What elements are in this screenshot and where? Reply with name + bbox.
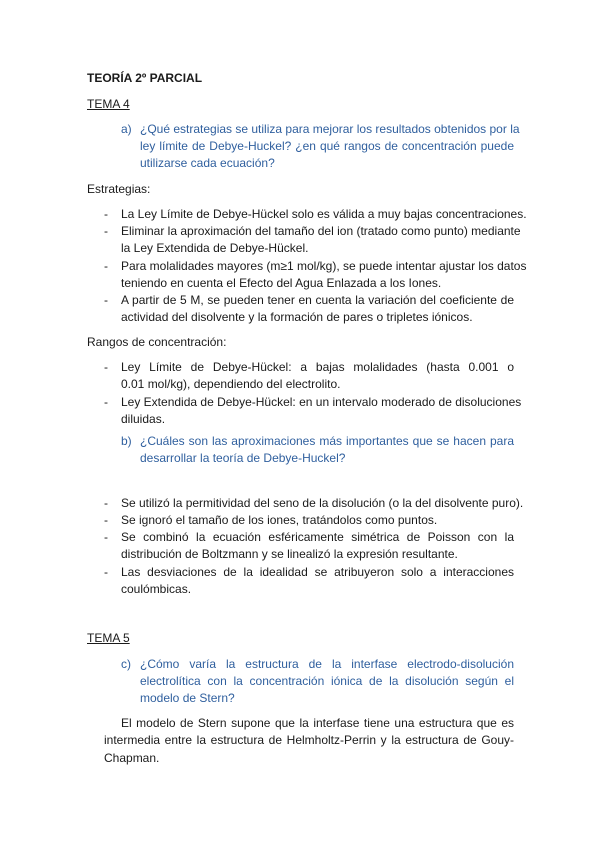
page-title: TEORÍA 2º PARCIAL: [87, 71, 203, 85]
question-a-line: utilizarse cada ecuación?: [140, 156, 275, 170]
list-item: Las desviaciones de la idealidad se atribuyeron solo a interacciones: [121, 565, 514, 579]
list-item: Para molalidades mayores (m≥1 mol/kg), se puede intentar ajustar los datos: [121, 259, 527, 273]
list-item-continuation: actividad del disolvente y la formación de pares o tripletes iónicos.: [121, 310, 473, 324]
list-item-continuation: distribución de Boltzmann y se linealizó la expresión resultante.: [121, 547, 458, 561]
paragraph-line: El modelo de Stern supone que la interfase tiene una estructura que es: [121, 716, 514, 730]
bullet-dash: -: [104, 565, 108, 579]
list-item-continuation: coulómbicas.: [121, 582, 192, 596]
bullet-dash: -: [104, 513, 108, 527]
list-item-continuation: teniendo en cuenta el Efecto del Agua Enlazada a los Iones.: [121, 276, 442, 290]
question-a-line: ¿Qué estrategias se utiliza para mejorar los resultados obtenidos por la: [140, 122, 520, 136]
question-c-line: electrolítica con la concentración iónica de la disolución según el: [140, 674, 514, 688]
bullet-dash: -: [104, 259, 108, 273]
question-b-line: ¿Cuáles son las aproximaciones más importantes que se hacen para: [140, 434, 514, 448]
list-item: Se utilizó la permitividad del seno de la disolución (o la del disolvente puro).: [121, 496, 524, 510]
bullet-dash: -: [104, 224, 108, 238]
list-item: La Ley Límite de Debye-Hückel solo es válida a muy bajas concentraciones.: [121, 207, 527, 221]
question-b-line: desarrollar la teoría de Debye-Huckel?: [140, 451, 346, 465]
bullet-dash: -: [104, 293, 108, 307]
paragraph-line: Chapman.: [104, 751, 160, 765]
section-heading-tema5: TEMA 5: [87, 631, 130, 645]
list-item: Se ignoró el tamaño de los iones, tratándolos como puntos.: [121, 513, 438, 527]
list-item-continuation: 0.01 mol/kg), dependiendo del electrolito.: [121, 377, 341, 391]
bullet-dash: -: [104, 360, 108, 374]
ranges-heading: Rangos de concentración:: [87, 335, 227, 349]
bullet-dash: -: [104, 530, 108, 544]
question-label-b: b): [121, 434, 132, 448]
list-item: A partir de 5 M, se pueden tener en cuenta la variación del coeficiente de: [121, 293, 514, 307]
question-label-a: a): [121, 122, 132, 136]
list-item: Ley Límite de Debye-Hückel: a bajas molalidades (hasta 0.001 o: [121, 360, 514, 374]
question-a-line: ley límite de Debye-Huckel? ¿en qué rangos de concentración puede: [140, 139, 514, 153]
list-item-continuation: la Ley Extendida de Debye-Hückel.: [121, 241, 309, 255]
list-item: Eliminar la aproximación del tamaño del ion (tratado como punto) mediante: [121, 224, 521, 238]
list-item: Se combinó la ecuación esféricamente simétrica de Poisson con la: [121, 530, 514, 544]
bullet-dash: -: [104, 496, 108, 510]
bullet-dash: -: [104, 207, 108, 221]
list-item-continuation: diluidas.: [121, 412, 166, 426]
section-heading-tema4: TEMA 4: [87, 97, 130, 111]
question-label-c: c): [121, 657, 131, 671]
question-c-line: modelo de Stern?: [140, 691, 235, 705]
bullet-dash: -: [104, 395, 108, 409]
question-c-line: ¿Cómo varía la estructura de la interfase electrodo-disolución: [140, 657, 514, 671]
list-item: Ley Extendida de Debye-Hückel: en un intervalo moderado de disoluciones: [121, 395, 522, 409]
strategies-heading: Estrategias:: [87, 182, 151, 196]
paragraph-line: intermedia entre la estructura de Helmholtz-Perrin y la estructura de Gouy-: [104, 733, 514, 747]
